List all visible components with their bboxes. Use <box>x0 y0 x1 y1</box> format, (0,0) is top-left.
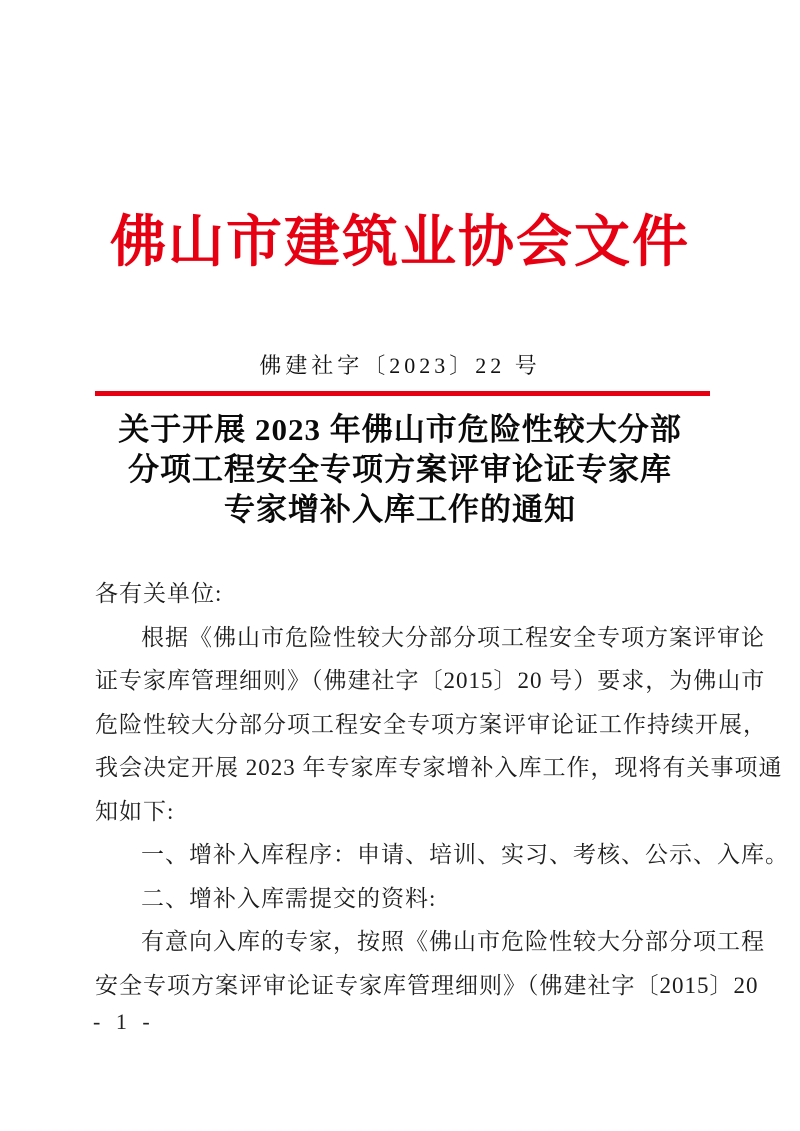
body-line: 有意向入库的专家，按照《佛山市危险性较大分部分项工程 <box>141 929 765 954</box>
document-title-line: 分项工程安全专项方案评审论证专家库 <box>128 452 672 487</box>
document-title <box>0 410 800 530</box>
body-line-item-1: 一、增补入库程序：申请、培训、实习、考核、公示、入库。 <box>141 842 789 867</box>
document-number: 佛建社字〔2023〕22 号 <box>259 353 541 378</box>
red-divider-line <box>95 391 710 396</box>
document-title-line: 专家增补入库工作的通知 <box>224 492 576 527</box>
body-line: 我会决定开展 2023 年专家库专家增补入库工作，现将有关事项通 <box>95 755 783 780</box>
document-title-line: 关于开展 2023 年佛山市危险性较大分部 <box>118 412 682 447</box>
body-line: 安全专项方案评审论证专家库管理细则》（佛建社字〔2015〕20 <box>95 972 759 998</box>
body-line: 证专家库管理细则》（佛建社字〔2015〕20 号）要求，为佛山市 <box>95 668 766 693</box>
document-body <box>95 572 789 1007</box>
body-line-item-2: 二、增补入库需提交的资料: <box>141 885 437 911</box>
body-line-salutation: 各有关单位: <box>95 581 223 606</box>
letterhead-title: 佛山市建筑业协会文件 <box>110 212 690 274</box>
page-number: - 1 - <box>93 1009 155 1034</box>
body-line: 知如下: <box>95 798 175 824</box>
body-line: 危险性较大分部分项工程安全专项方案评审论证工作持续开展， <box>95 711 767 737</box>
body-line: 根据《佛山市危险性较大分部分项工程安全专项方案评审论 <box>141 624 765 650</box>
